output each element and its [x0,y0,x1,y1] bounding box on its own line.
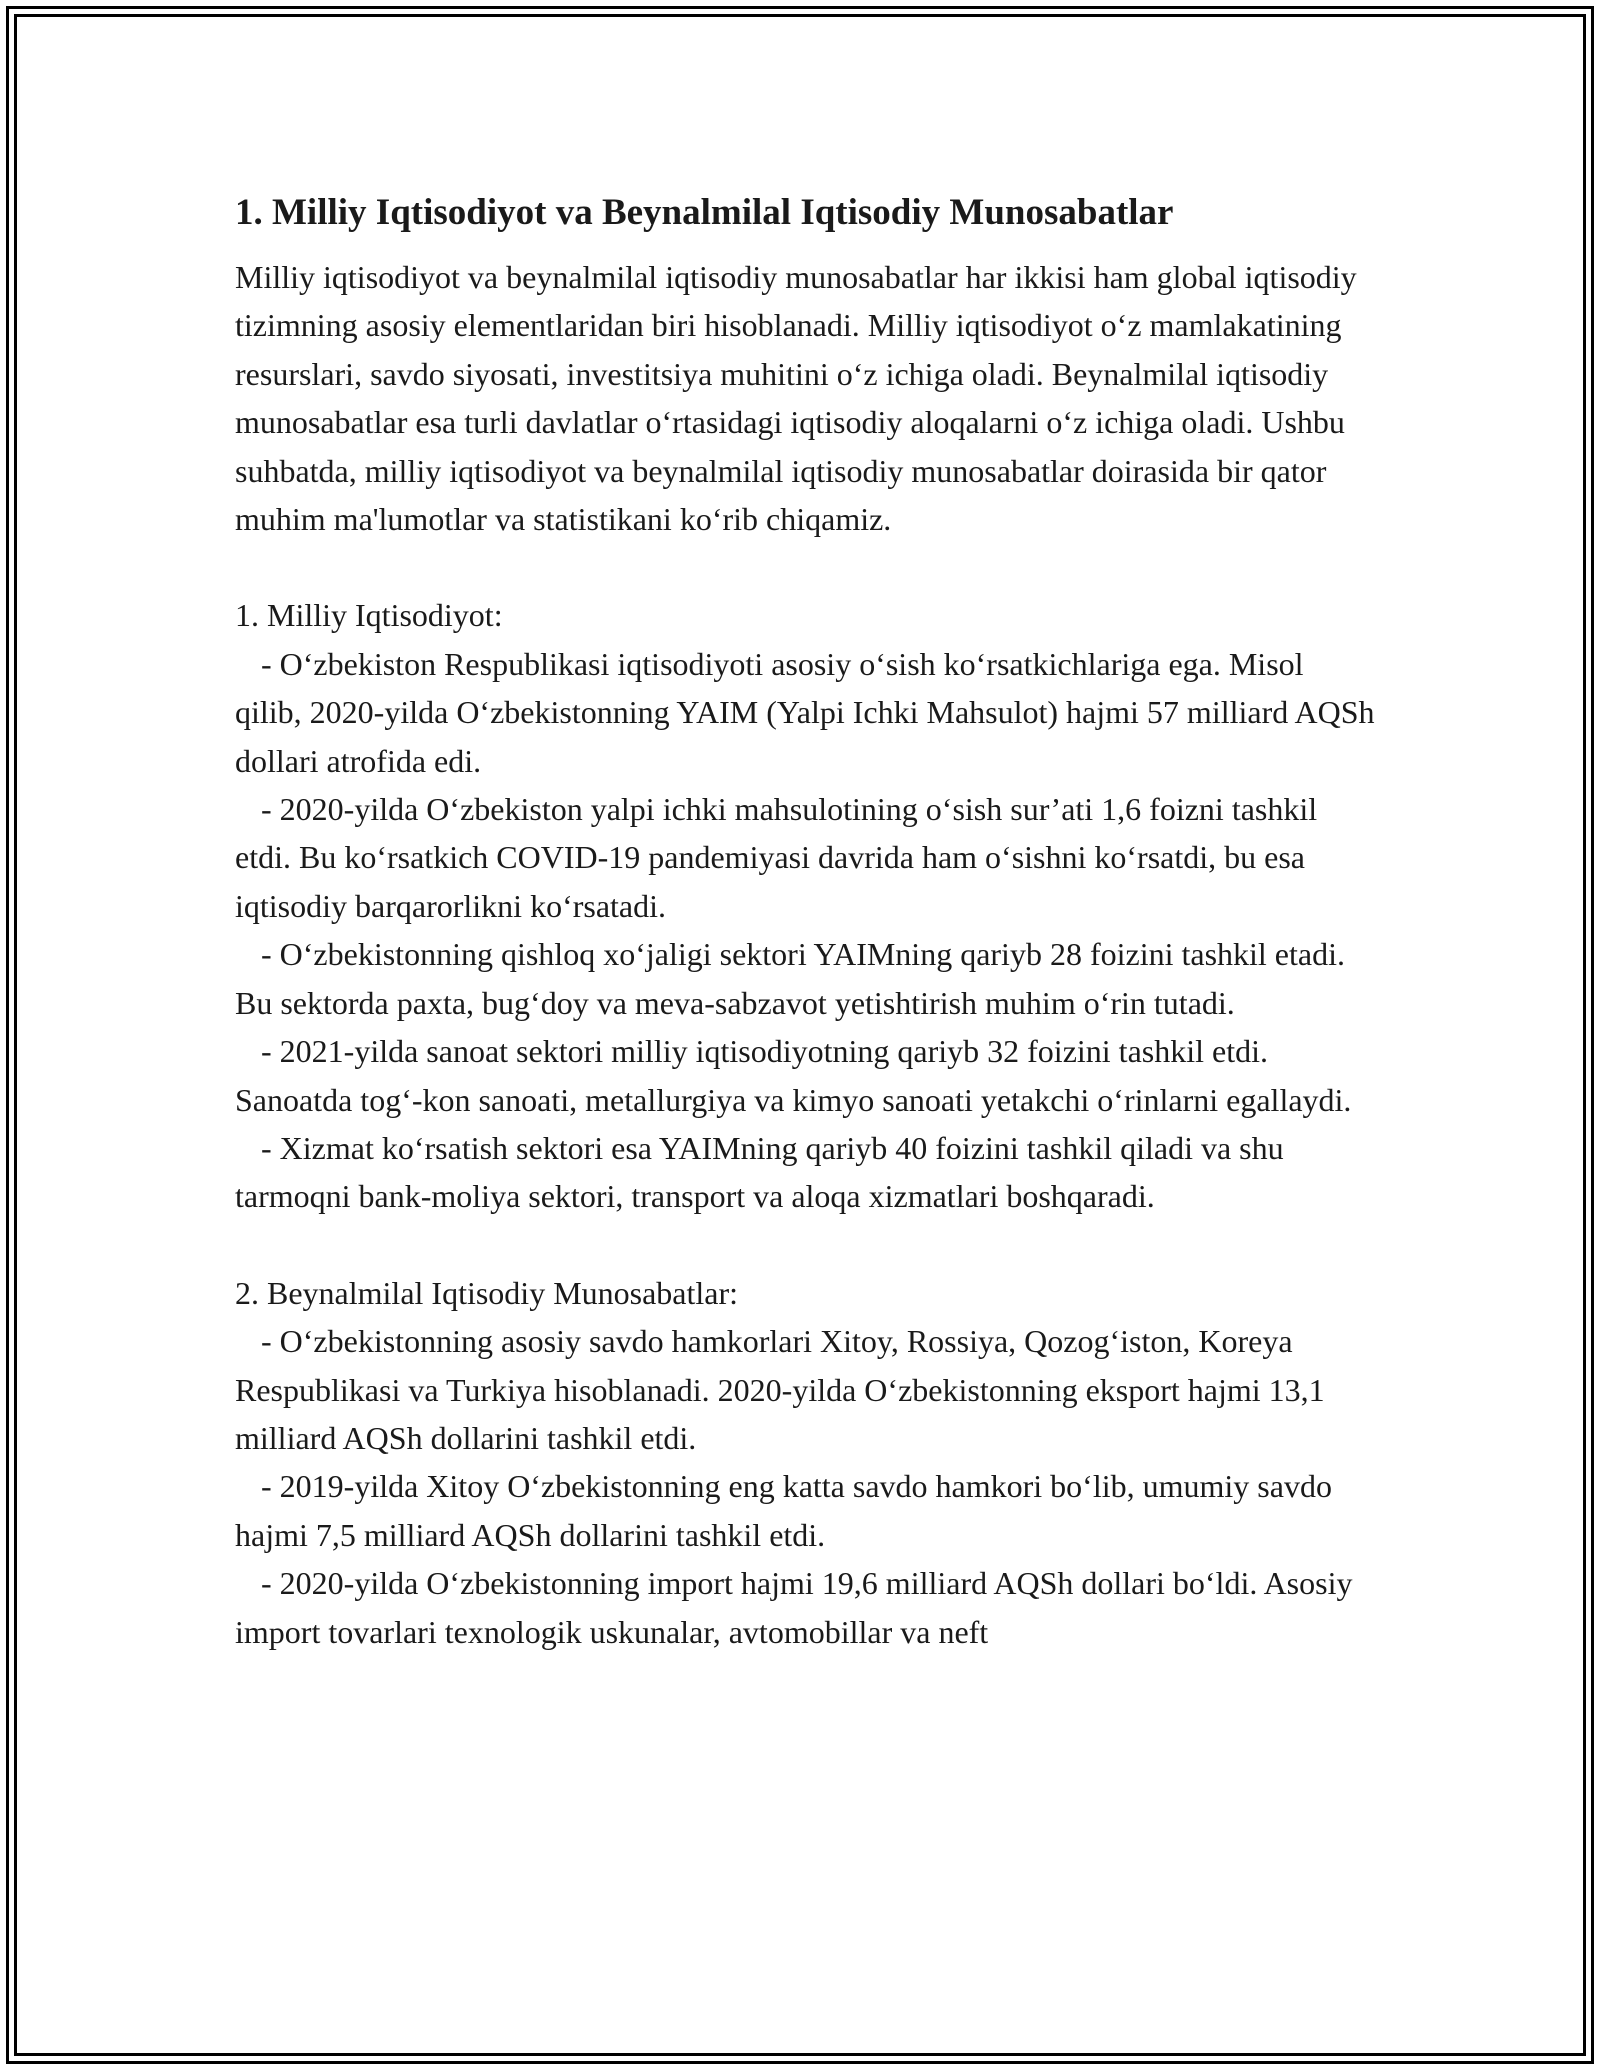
list-item: - 2020-yilda O‘zbekiston yalpi ichki mahsulotining o‘sish sur’ati 1,6 foizni tashkil etdi. Bu ko‘rsatkich COVID-19 pandemiyasi davrida ham o‘sishni ko‘rsatdi, bu esa iqtisodiy barqarorlikni ko‘rsatadi. [235,791,1318,924]
section-international-relations [235,1269,1375,1656]
spacer [235,1221,1375,1269]
list-item: - 2020-yilda O‘zbekistonning import hajmi 19,6 milliard AQSh dollari bo‘ldi. Asosiy import tovarlari texnologik uskunalar, avtomobillar va neft [235,1565,1353,1650]
list-item: - O‘zbekistonning asosiy savdo hamkorlari Xitoy, Rossiya, Qozog‘iston, Koreya Respublikasi va Turkiya hisoblanadi. 2020-yilda O‘zbekistonning eksport hajmi 13,1 milliard AQSh dollarini tashkil etdi. [235,1323,1325,1456]
intro-paragraph: Milliy iqtisodiyot va beynalmilal iqtisodiy munosabatlar har ikkisi ham global iqtisodiy tizimning asosiy elementlaridan biri hisoblanadi. Milliy iqtisodiyot o‘z mamlakatining resurslari, savdo siyosati, investitsiya muhitini o‘z ichiga oladi. Beynalmilal iqtisodiy munosabatlar esa turli davlatlar o‘rtasidagi iqtisodiy aloqalarni o‘z ichiga oladi. Ushbu suhbatda, milliy iqtisodiyot va beynalmilal iqtisodiy munosabatlar doirasida bir qator muhim ma'lumotlar va statistikani ko‘rib chiqamiz. [235,259,1357,538]
document-body [235,185,1375,1656]
spacer [235,543,1375,591]
document-heading: 1. Milliy Iqtisodiyot va Beynalmilal Iqtisodiy Munosabatlar [235,192,1174,233]
list-item: - O‘zbekistonning qishloq xo‘jaligi sektori YAIMning qariyb 28 foizini tashkil etadi. Bu sektorda paxta, bug‘doy va meva-sabzavot yetishtirish muhim o‘rin tutadi. [235,936,1345,1021]
section-title: 1. Milliy Iqtisodiyot: [235,597,503,634]
list-item: - Xizmat ko‘rsatish sektori esa YAIMning qariyb 40 foizini tashkil qiladi va shu tarmoqni bank-moliya sektori, transport va aloqa xizmatlari boshqaradi. [235,1129,1284,1215]
list-item: - 2019-yilda Xitoy O‘zbekistonning eng katta savdo hamkori bo‘lib, umumiy savdo hajmi 7,5 milliard AQSh dollarini tashkil etdi. [235,1468,1332,1553]
list-item: - O‘zbekiston Respublikasi iqtisodiyoti asosiy o‘sish ko‘rsatkichlariga ega. Misol qilib, 2020-yilda O‘zbekistonning YAIM (Yalpi Ichki Mahsulot) hajmi 57 milliard AQSh dollari atrofida edi. [235,645,1375,779]
section-national-economy [235,591,1375,1220]
section-title: 2. Beynalmilal Iqtisodiy Munosabatlar: [235,1274,739,1311]
list-item: - 2021-yilda sanoat sektori milliy iqtisodiyotning qariyb 32 foizini tashkil etdi. Sanoatda tog‘-kon sanoati, metallurgiya va kimyo sanoati yetakchi o‘rinlarni egallaydi. [235,1033,1352,1118]
